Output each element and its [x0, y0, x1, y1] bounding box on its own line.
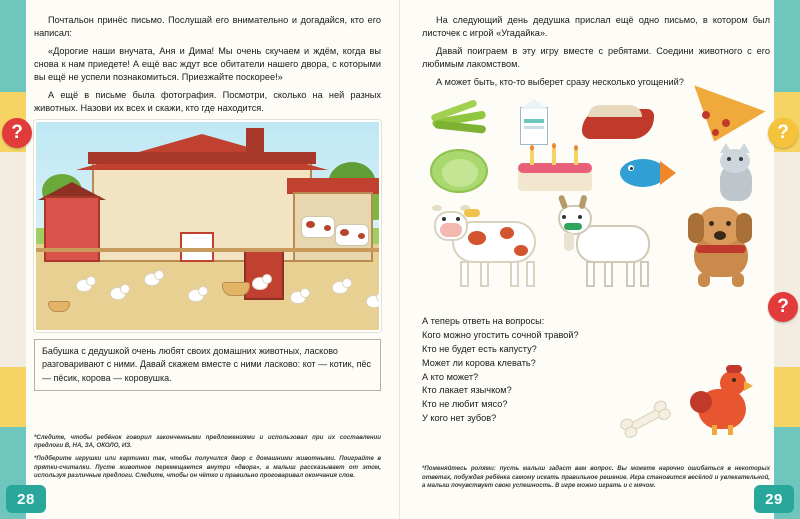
edge-decor-yellow-2 [0, 367, 26, 427]
chicken [110, 287, 126, 300]
house-window [180, 232, 214, 262]
edge-decor-yellow-2 [774, 367, 800, 427]
paragraph: На следующий день дедушка прислал ещё одно письмо, в котором был листочек с игрой «Угадайка». [422, 15, 770, 39]
chicken [76, 279, 92, 292]
right-page [400, 0, 800, 519]
edge-decor-teal-top [774, 0, 800, 92]
milk-carton-image [514, 97, 554, 147]
footnote: *Подберите игрушки или картинки так, чтобы получился двор с домашними животными. Поиграйте в прятки-считалки. Пусте животное перемещается внутри «двора», а малыш рассказывает от этом, используя различные предлоги. Следите, чтобы он чётко и правильно проговаривал окончания слов. [34, 455, 381, 479]
fish-image [612, 153, 678, 193]
questions-intro: А теперь ответь на вопросы: [422, 316, 545, 327]
caption-box [34, 339, 381, 390]
question-item: Кого можно угостить сочной травой? [422, 330, 579, 341]
barn [44, 196, 100, 262]
paragraph: Давай поиграем в эту игру вместе с ребятами. Соедини животного с его любимым лакомством. [422, 46, 770, 70]
fence-rail [36, 248, 379, 252]
chicken [252, 277, 268, 290]
paragraph: Почтальон принёс письмо. Послушай его внимательно и догадайся, кто его написал: [34, 15, 381, 39]
raw-meat-image [582, 105, 656, 143]
question-item: А кто может? [422, 371, 479, 382]
question-item: У кого нет зубов? [422, 412, 497, 423]
chimney [246, 128, 264, 154]
paragraph: А может быть, кто-то выберет сразу несколько угощений? [436, 77, 684, 88]
paragraph: «Дорогие наши внучата, Аня и Дима! Мы очень скучаем и ждём, когда вы снова к нам приедете! А ещё вас ждут все обитатели нашего двора, с которыми вы ещё не успели познакомиться. Приезжайте поскорее!» [34, 46, 381, 83]
chicken [366, 295, 381, 308]
question-item: Может ли корова клевать? [422, 357, 536, 368]
cow-in-shed [335, 224, 369, 246]
cat-image [708, 145, 762, 203]
caption-text: Бабушка с дедушкой очень любят своих домашних животных, ласково разговаривают с ними. Давай скажем вместе с ними ласково: кот — котик, пёс — пёсик, корова — коровушка. [42, 346, 371, 383]
right-page-content [422, 14, 770, 426]
goat-image [558, 201, 658, 289]
page-number-left: 28 [6, 485, 46, 513]
question-item: Кто не будет есть капусту? [422, 343, 537, 354]
page-number-right: 29 [754, 485, 794, 513]
farm-house [92, 158, 312, 262]
question-item: Кто лакает язычком? [422, 385, 512, 396]
cow-image [428, 203, 546, 289]
green-beans-image [430, 101, 492, 135]
hen-image [690, 369, 754, 435]
birthday-cake-image [514, 145, 596, 197]
footnote: *Следите, чтобы ребёнок говорил законченными предложениями и использовал при их составлении предлоги В, НА, ЗА, ОКОЛО, ИЗ. [34, 433, 381, 450]
chicken [332, 281, 348, 294]
house-roof-edge [88, 152, 316, 164]
cow-in-shed [301, 216, 335, 238]
left-page-content [34, 14, 381, 391]
question-item: Кто не любит мясо? [422, 399, 508, 410]
right-page-footnotes [422, 465, 770, 495]
farm-yard-illustration [34, 120, 381, 332]
chicken [188, 289, 204, 302]
paragraph: А ещё в письме была фотография. Посмотри, сколько на ней разных животных. Назови их всех и скажи, кто где находится. [34, 90, 381, 114]
footnote: *Поменяйтесь ролями: пусть малыш задаст вам вопрос. Вы можете нарочно ошибаться в некоторых ответах, побуждая ребёнка самому искать правильное решение. Игра становится весёлой и увлекательной, а малыш почувствует свою успешность. В игре можно играть и с мячом. [422, 465, 770, 489]
chicken [144, 273, 160, 286]
pizza-slice-image [684, 97, 760, 145]
picture-grid [422, 97, 770, 309]
cabbage-image [430, 149, 488, 193]
question-mark-badge-red: ? [2, 118, 32, 148]
question-mark-badge-red: ? [768, 292, 798, 322]
edge-decor-teal-top [0, 0, 26, 92]
left-page-footnotes [34, 434, 381, 485]
chicken [290, 291, 306, 304]
dog-image [676, 201, 762, 289]
question-mark-badge-yellow: ? [768, 118, 798, 148]
